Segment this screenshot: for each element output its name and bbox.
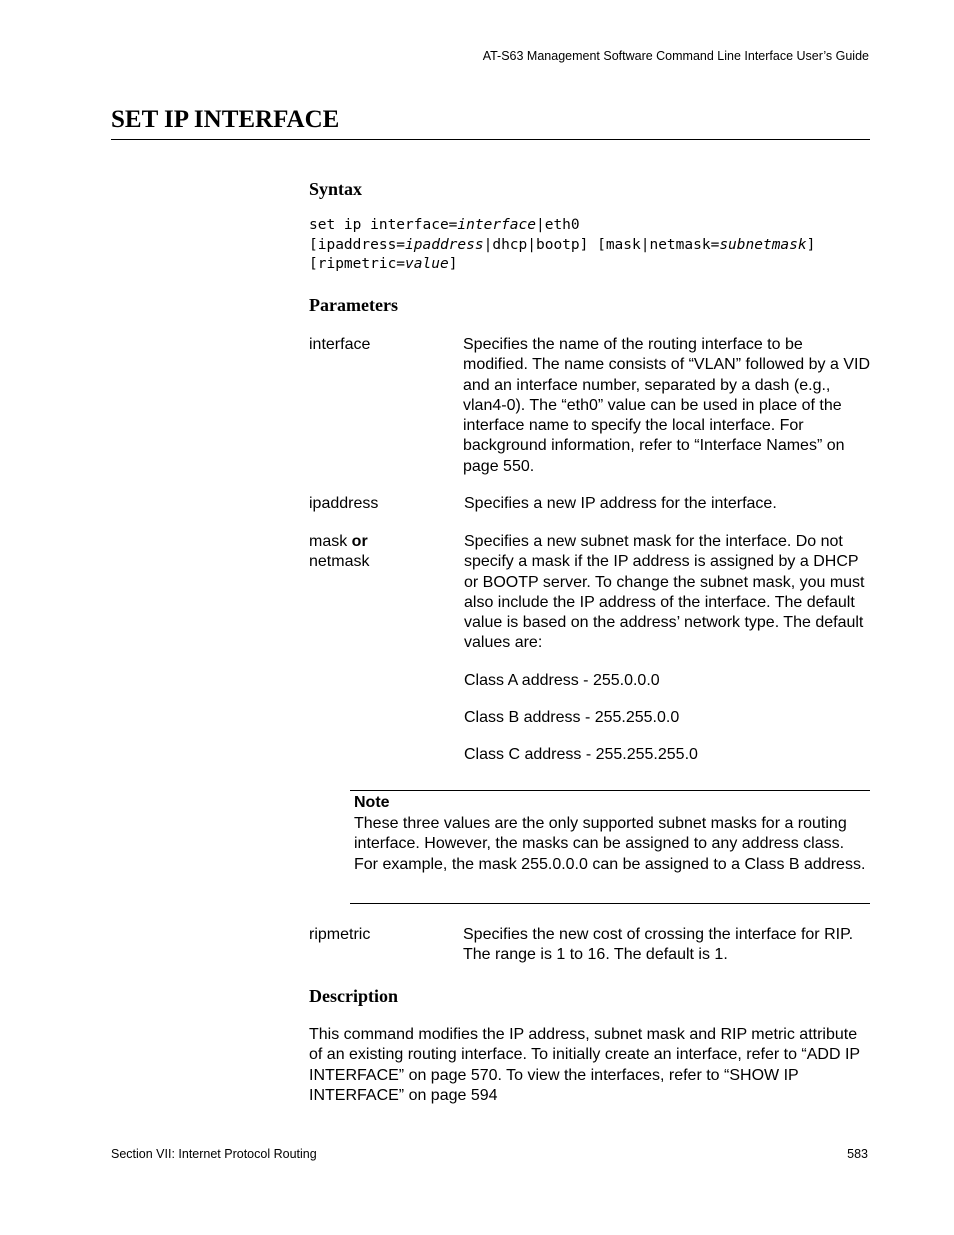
footer-page-number: 583 (847, 1147, 868, 1161)
description-text: This command modifies the IP address, subnet mask and RIP metric attribute of an existing routing interface. To initially create an interface, refer to “ADD IP INTERFACE” on page 570. To view the interfaces, refer to “SHOW IP INTERFACE” on page 594 (309, 1026, 860, 1104)
parameters-heading: Parameters (309, 295, 398, 315)
class-c-default: Class C address - 255.255.255.0 (464, 746, 698, 763)
syntax-line-2: [ipaddress=ipaddress|dhcp|bootp] [mask|netmask=subnetmask] (309, 236, 816, 253)
syntax-line-1: set ip interface=interface|eth0 (309, 217, 580, 233)
note-text: These three values are the only supported subnet masks for a routing interface. However, the masks can be assigned to any address class. For example, the mask 255.0.0.0 can be assigned to a Class B address. (354, 815, 866, 873)
page-title: SET IP INTERFACE (111, 106, 340, 133)
title-divider (111, 139, 870, 140)
footer-section: Section VII: Internet Protocol Routing (111, 1147, 317, 1161)
class-a-default: Class A address - 255.0.0.0 (464, 672, 660, 689)
note-bottom-rule (350, 903, 870, 904)
param-desc-interface: Specifies the name of the routing interface to be modified. The name consists of “VLAN” followed by a VID and an interface number, separated by a dash (e.g., vlan4-0). The “eth0” value can be used in place of the interface name to specify the local interface. For background information, refer to “Interface Names” on page 550. (463, 336, 870, 475)
syntax-placeholder-ipaddress: ipaddress (405, 236, 484, 253)
running-header: AT-S63 Management Software Command Line Interface User’s Guide (482, 49, 869, 63)
param-desc-ripmetric: Specifies the new cost of crossing the interface for RIP. The range is 1 to 16. The default is 1. (463, 926, 854, 964)
param-term-ipaddress: ipaddress (309, 495, 379, 512)
description-heading: Description (309, 986, 398, 1006)
syntax-placeholder-subnetmask: subnetmask (719, 236, 807, 253)
syntax-block (309, 216, 869, 275)
param-term-interface: interface (309, 336, 371, 353)
syntax-placeholder-interface: interface (457, 217, 536, 233)
param-desc-ipaddress: Specifies a new IP address for the interface. (464, 495, 777, 512)
param-desc-mask: Specifies a new subnet mask for the interface. Do not specify a mask if the IP address is assigned by a DHCP or BOOTP server. To change the subnet mask, you must also include the IP address of the interface. The default value is based on the address’ network type. The default values are: (464, 533, 865, 652)
syntax-placeholder-value: value (405, 256, 449, 272)
note-label: Note (354, 794, 390, 811)
note-top-rule (350, 790, 870, 791)
param-term-ripmetric: ripmetric (309, 926, 371, 943)
param-term-mask: mask or netmask (309, 533, 370, 571)
syntax-heading: Syntax (309, 179, 363, 199)
class-b-default: Class B address - 255.255.0.0 (464, 709, 680, 726)
syntax-line-3: [ripmetric=value] (309, 256, 458, 272)
